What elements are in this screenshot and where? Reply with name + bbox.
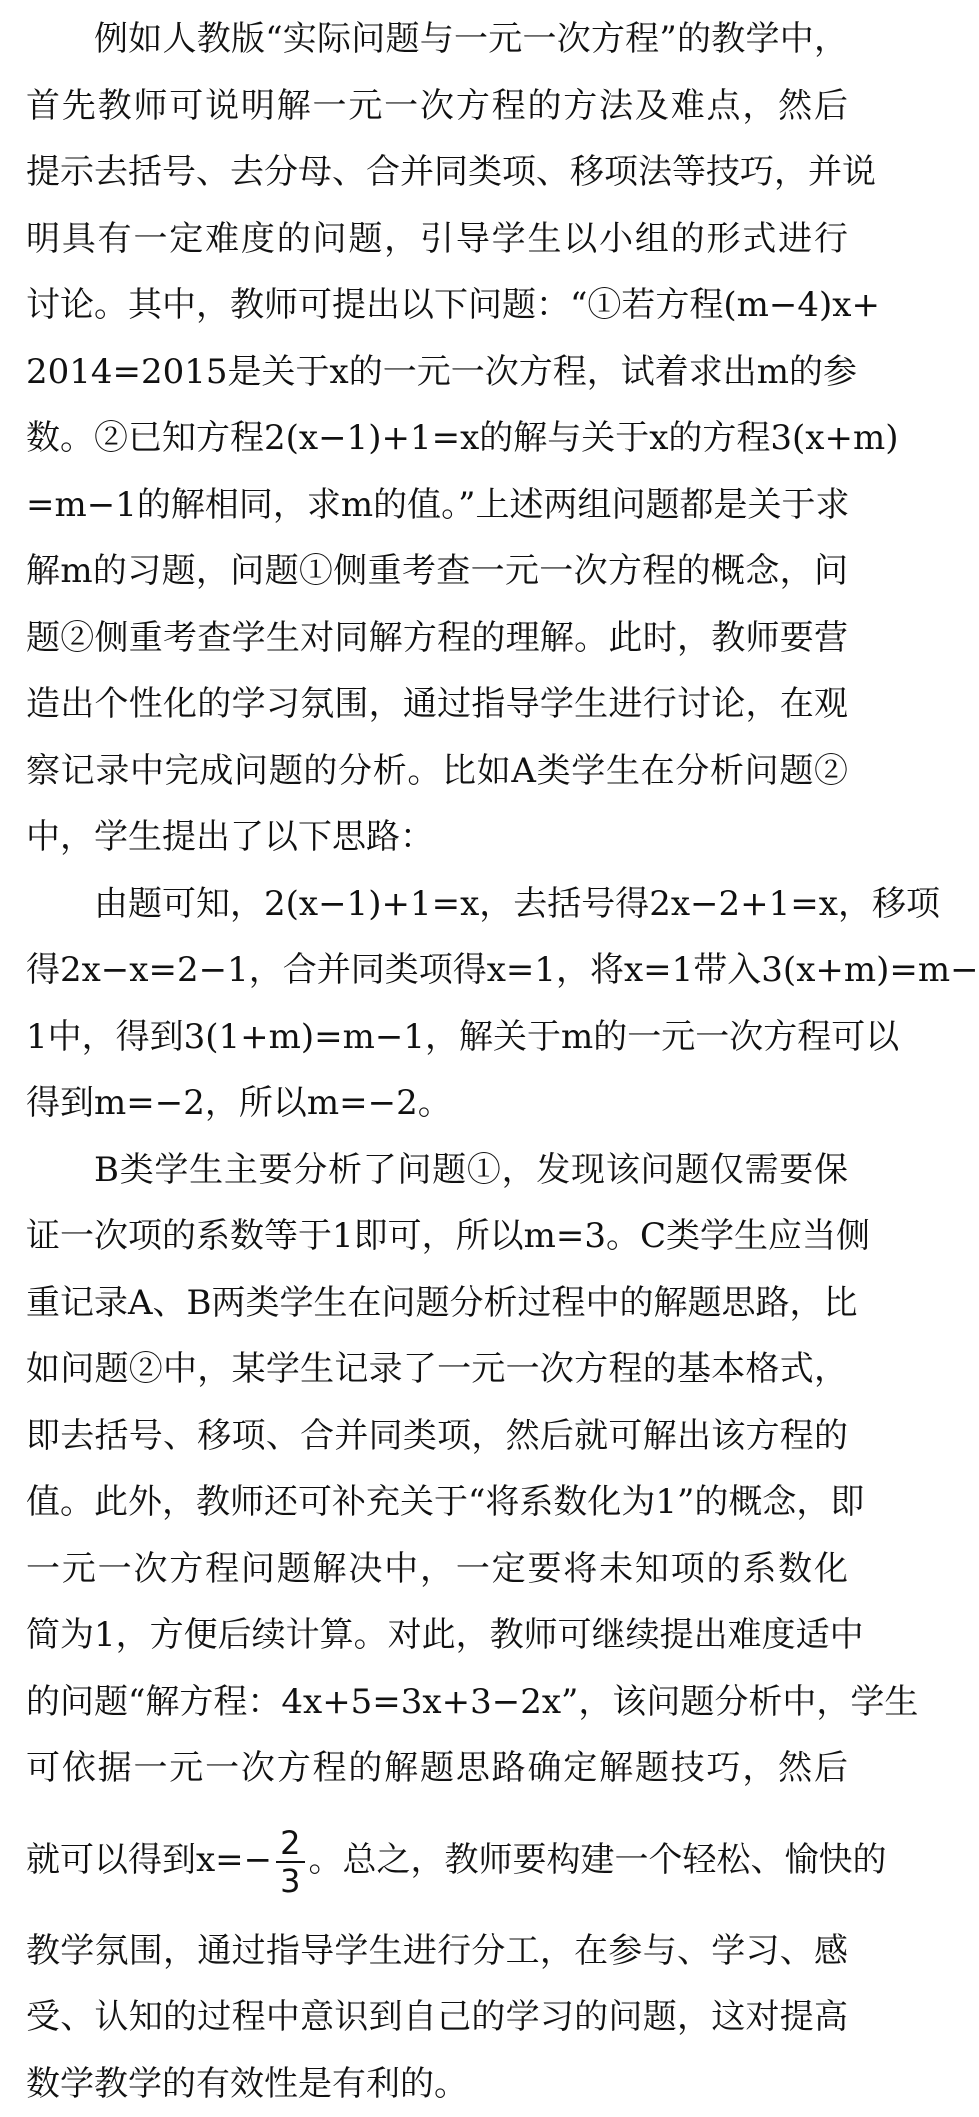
text-line-22: 即去括号、移项、合并同类项，然后就可解出该方程的 [26,1403,848,1470]
text-line-11: 造出个性化的学习氛围，通过指导学生进行讨论，在观 [26,671,848,738]
fraction-numerator: 2 [276,1825,304,1863]
text-line-15: 得2x−x=2−1，合并同类项得x=1，将x=1带入3(x+m)=m− [26,937,848,1004]
text-line-30: 受、认知的过程中意识到自己的学习的问题，这对提高 [26,1984,848,2051]
text-line-2: 首先教师可说明解一元一次方程的方法及难点，然后 [26,73,848,140]
text-line-4: 明具有一定难度的问题，引导学生以小组的形式进行 [26,206,848,273]
text-line-1: 例如人教版“实际问题与一元一次方程”的教学中， [26,6,848,73]
text-line-17: 得到m=−2，所以m=−2。 [26,1070,848,1137]
fraction-line-before: 就可以得到x=− [26,1840,272,1880]
text-line-13: 中，学生提出了以下思路： [26,804,848,871]
fraction [276,1825,304,1899]
text-line-3: 提示去括号、去分母、合并同类项、移项法等技巧，并说 [26,139,848,206]
text-line-18: B类学生主要分析了问题①，发现该问题仅需要保 [26,1137,848,1204]
text-line-23: 值。此外，教师还可补充关于“将系数化为1”的概念，即 [26,1469,848,1536]
text-line-25: 简为1，方便后续计算。对此，教师可继续提出难度适中 [26,1602,848,1669]
text-line-14: 由题可知，2(x−1)+1=x，去括号得2x−2+1=x，移项 [26,871,848,938]
text-line-27: 可依据一元一次方程的解题思路确定解题技巧，然后 [26,1735,848,1802]
text-line-20: 重记录A、B两类学生在问题分析过程中的解题思路，比 [26,1270,848,1337]
text-line-10: 题②侧重考查学生对同解方程的理解。此时，教师要营 [26,605,848,672]
text-line-7: 数。②已知方程2(x−1)+1=x的解与关于x的方程3(x+m) [26,405,848,472]
text-line-29: 教学氛围，通过指导学生进行分工，在参与、学习、感 [26,1918,848,1985]
text-line-26: 的问题“解方程：4x+5=3x+3−2x”，该问题分析中，学生 [26,1669,848,1736]
text-line-12: 察记录中完成问题的分析。比如A类学生在分析问题② [26,738,848,805]
text-line-19: 证一次项的系数等于1即可，所以m=3。C类学生应当侧 [26,1203,848,1270]
text-line-31: 数学教学的有效性是有利的。 [26,2051,848,2117]
text-line-8: =m−1的解相同，求m的值。”上述两组问题都是关于求 [26,472,848,539]
fraction-denominator: 3 [276,1863,304,1899]
text-line-24: 一元一次方程问题解决中，一定要将未知项的系数化 [26,1536,848,1603]
text-line-9: 解m的习题，问题①侧重考查一元一次方程的概念，问 [26,538,848,605]
text-line-5: 讨论。其中，教师可提出以下问题：“①若方程(m−4)x+ [26,272,848,339]
text-line-fraction [26,1802,848,1918]
text-line-16: 1中，得到3(1+m)=m−1，解关于m的一元一次方程可以 [26,1004,848,1071]
text-line-6: 2014=2015是关于x的一元一次方程，试着求出m的参 [26,339,848,406]
text-line-21: 如问题②中，某学生记录了一元一次方程的基本格式， [26,1336,848,1403]
fraction-line-after: 。总之，教师要构建一个轻松、愉快的 [309,1840,887,1880]
